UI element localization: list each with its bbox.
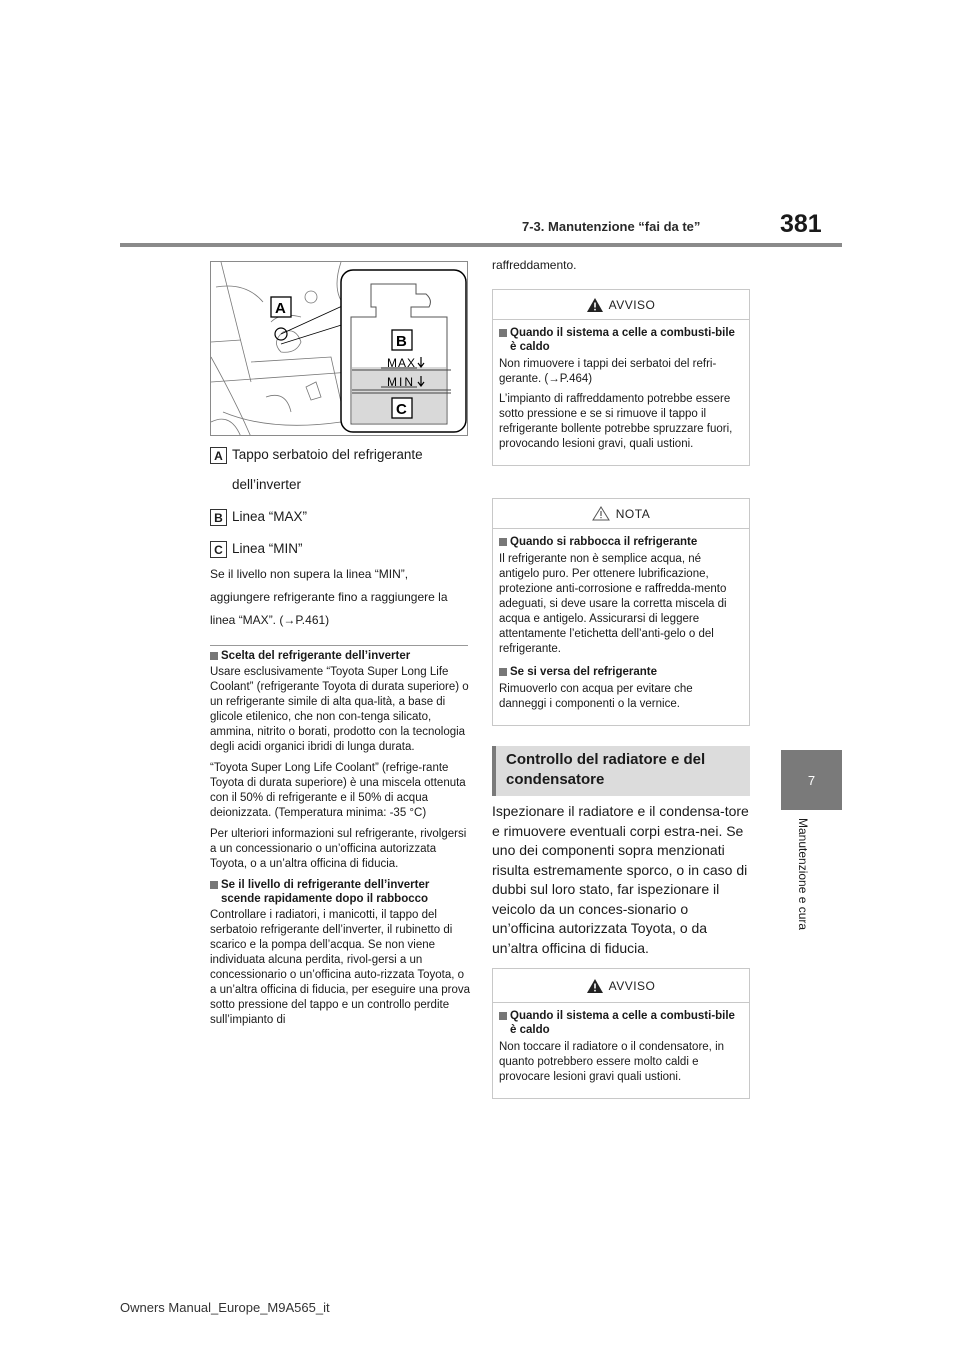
header-divider — [120, 243, 842, 247]
legend-key: A — [210, 447, 227, 464]
subheading: Se il livello di refrigerante dell’inverter scende rapidamente dopo il rabbocco — [210, 878, 470, 906]
footer-text: Owners Manual_Europe_M9A565_it — [120, 1300, 330, 1315]
warning-label: AVVISO — [608, 978, 656, 993]
reservoir-drawing — [211, 262, 468, 436]
legend-item-c — [210, 541, 470, 564]
figure-label-b: B — [396, 333, 407, 350]
min-mark: MIN — [387, 375, 415, 389]
subheading: Quando si rabbocca il refrigerante — [499, 535, 743, 549]
legend-key: C — [210, 541, 227, 558]
coolant-reservoir-illustration — [210, 261, 468, 436]
subheading: Quando il sistema a celle a combusti-bile è caldo — [499, 326, 743, 354]
legend-text: Linea “MIN” — [232, 541, 303, 556]
paragraph: Usare esclusivamente “Toyota Super Long Life Coolant” (refrigerante Toyota di durata superiore) o un refrigerante simile di alta qua-lità, a base di glicole etilenico, che non con-tenga silicato, ammina, nitrito o borati, prodotto con la tecnologia degli acidi organici ibridi di lunga durata. — [210, 666, 469, 753]
continuation-text: raffreddamento. — [492, 258, 577, 272]
warning-header — [493, 290, 749, 320]
warning-box — [492, 968, 750, 1099]
paragraph: “Toyota Super Long Life Coolant” (refrige-rante Toyota di durata superiore) è una miscela ottenuta con il 50% di refrigerante e il 50% di acqua deionizzata. (Temperatura minima: -35 °C) — [210, 762, 466, 819]
page-number: 381 — [780, 210, 822, 238]
paragraph: L’impianto di raffreddamento potrebbe essere sotto pressione e se si rimuove il tappo il refrigerante bollente potrebbe spruzzare fuori, provocando lesioni gravi, quali ustioni. — [499, 393, 733, 450]
warning-header — [493, 969, 749, 1003]
warning-icon — [587, 298, 603, 312]
paragraph: Non rimuovere i tappi dei serbatoi del refri-gerante. (→P.464) — [499, 358, 717, 385]
caution-icon — [592, 506, 610, 521]
left-column — [210, 649, 470, 1034]
section-heading — [492, 746, 750, 796]
paragraph: Il refrigerante non è semplice acqua, né antigelo puro. Per ottenere lubrificazione, protezione anti-corrosione e raffredda-mento adeguati, si deve usare la corretta miscela di acqua e antigelo. Assicurarsi di leggere attentamente l’etichetta dell’anti-gelo o del refrigerante. — [499, 553, 727, 655]
legend-text: Tappo serbatoio del refrigerante dell’inverter — [232, 447, 423, 492]
divider — [210, 645, 468, 646]
notice-label: NOTA — [615, 506, 651, 521]
subheading: Se si versa del refrigerante — [499, 665, 743, 679]
legend-item-a — [210, 447, 470, 500]
section-title: 7-3. Manutenzione “fai da te” — [522, 219, 701, 234]
paragraph: Non toccare il radiatore o il condensatore, in quanto potrebbero essere molto caldi e provocare lesioni gravi quali ustioni. — [499, 1041, 725, 1083]
level-note: Se il livello non supera la linea “MIN”, aggiungere refrigerante fino a raggiungere la linea “MAX”. (→P.461) — [210, 567, 448, 627]
warning-box — [492, 289, 750, 466]
chapter-tab[interactable] — [781, 750, 842, 810]
warning-icon — [587, 979, 603, 993]
legend-item-b — [210, 509, 470, 532]
notice-box — [492, 498, 750, 726]
paragraph: Rimuoverlo con acqua per evitare che danneggi i componenti o la vernice. — [499, 683, 693, 710]
legend-key: B — [210, 509, 227, 526]
figure-label-a: A — [275, 300, 286, 317]
radiator-paragraph: Ispezionare il radiatore e il condensa-tore e rimuovere eventuali corpi estra-nei. Se uno dei componenti sopra menzionati risulta estremamente sporco, o in caso di dubbi sul loro stato, far ispezionare il veicolo da un conces-sionario o un’officina autorizzata Toyota, o da un’altra officina di fiducia. — [492, 803, 749, 956]
section-heading-text: Controllo del radiatore e del condensatore — [506, 751, 706, 788]
figure-label-c: C — [396, 401, 407, 418]
warning-label: AVVISO — [608, 297, 656, 312]
chapter-title: Manutenzione e cura — [796, 818, 810, 931]
subheading: Quando il sistema a celle a combusti-bile è caldo — [499, 1009, 743, 1037]
paragraph: Per ulteriori informazioni sul refrigerante, rivolgersi a un concessionario o un’officina autorizzata Toyota, o a un’altra officina di fiducia. — [210, 828, 467, 870]
chapter-number: 7 — [807, 772, 816, 788]
notice-header — [493, 499, 749, 529]
paragraph: Controllare i radiatori, i manicotti, il tappo del serbatoio refrigerante dell’inverter, il rubinetto di scarico e la pompa dell’acqua. Se non viene individuata alcuna perdita, rivol-gersi a un concessionario o un’officina auto-rizzata Toyota, o a un’altra officina di fiducia, per eseguire una prova sotto pressione del tappo e un controllo perdite sull’impianto di — [210, 909, 470, 1026]
legend-text: Linea “MAX” — [232, 509, 308, 524]
max-mark: MAX — [387, 356, 417, 370]
subheading: Scelta del refrigerante dell’inverter — [210, 649, 470, 663]
